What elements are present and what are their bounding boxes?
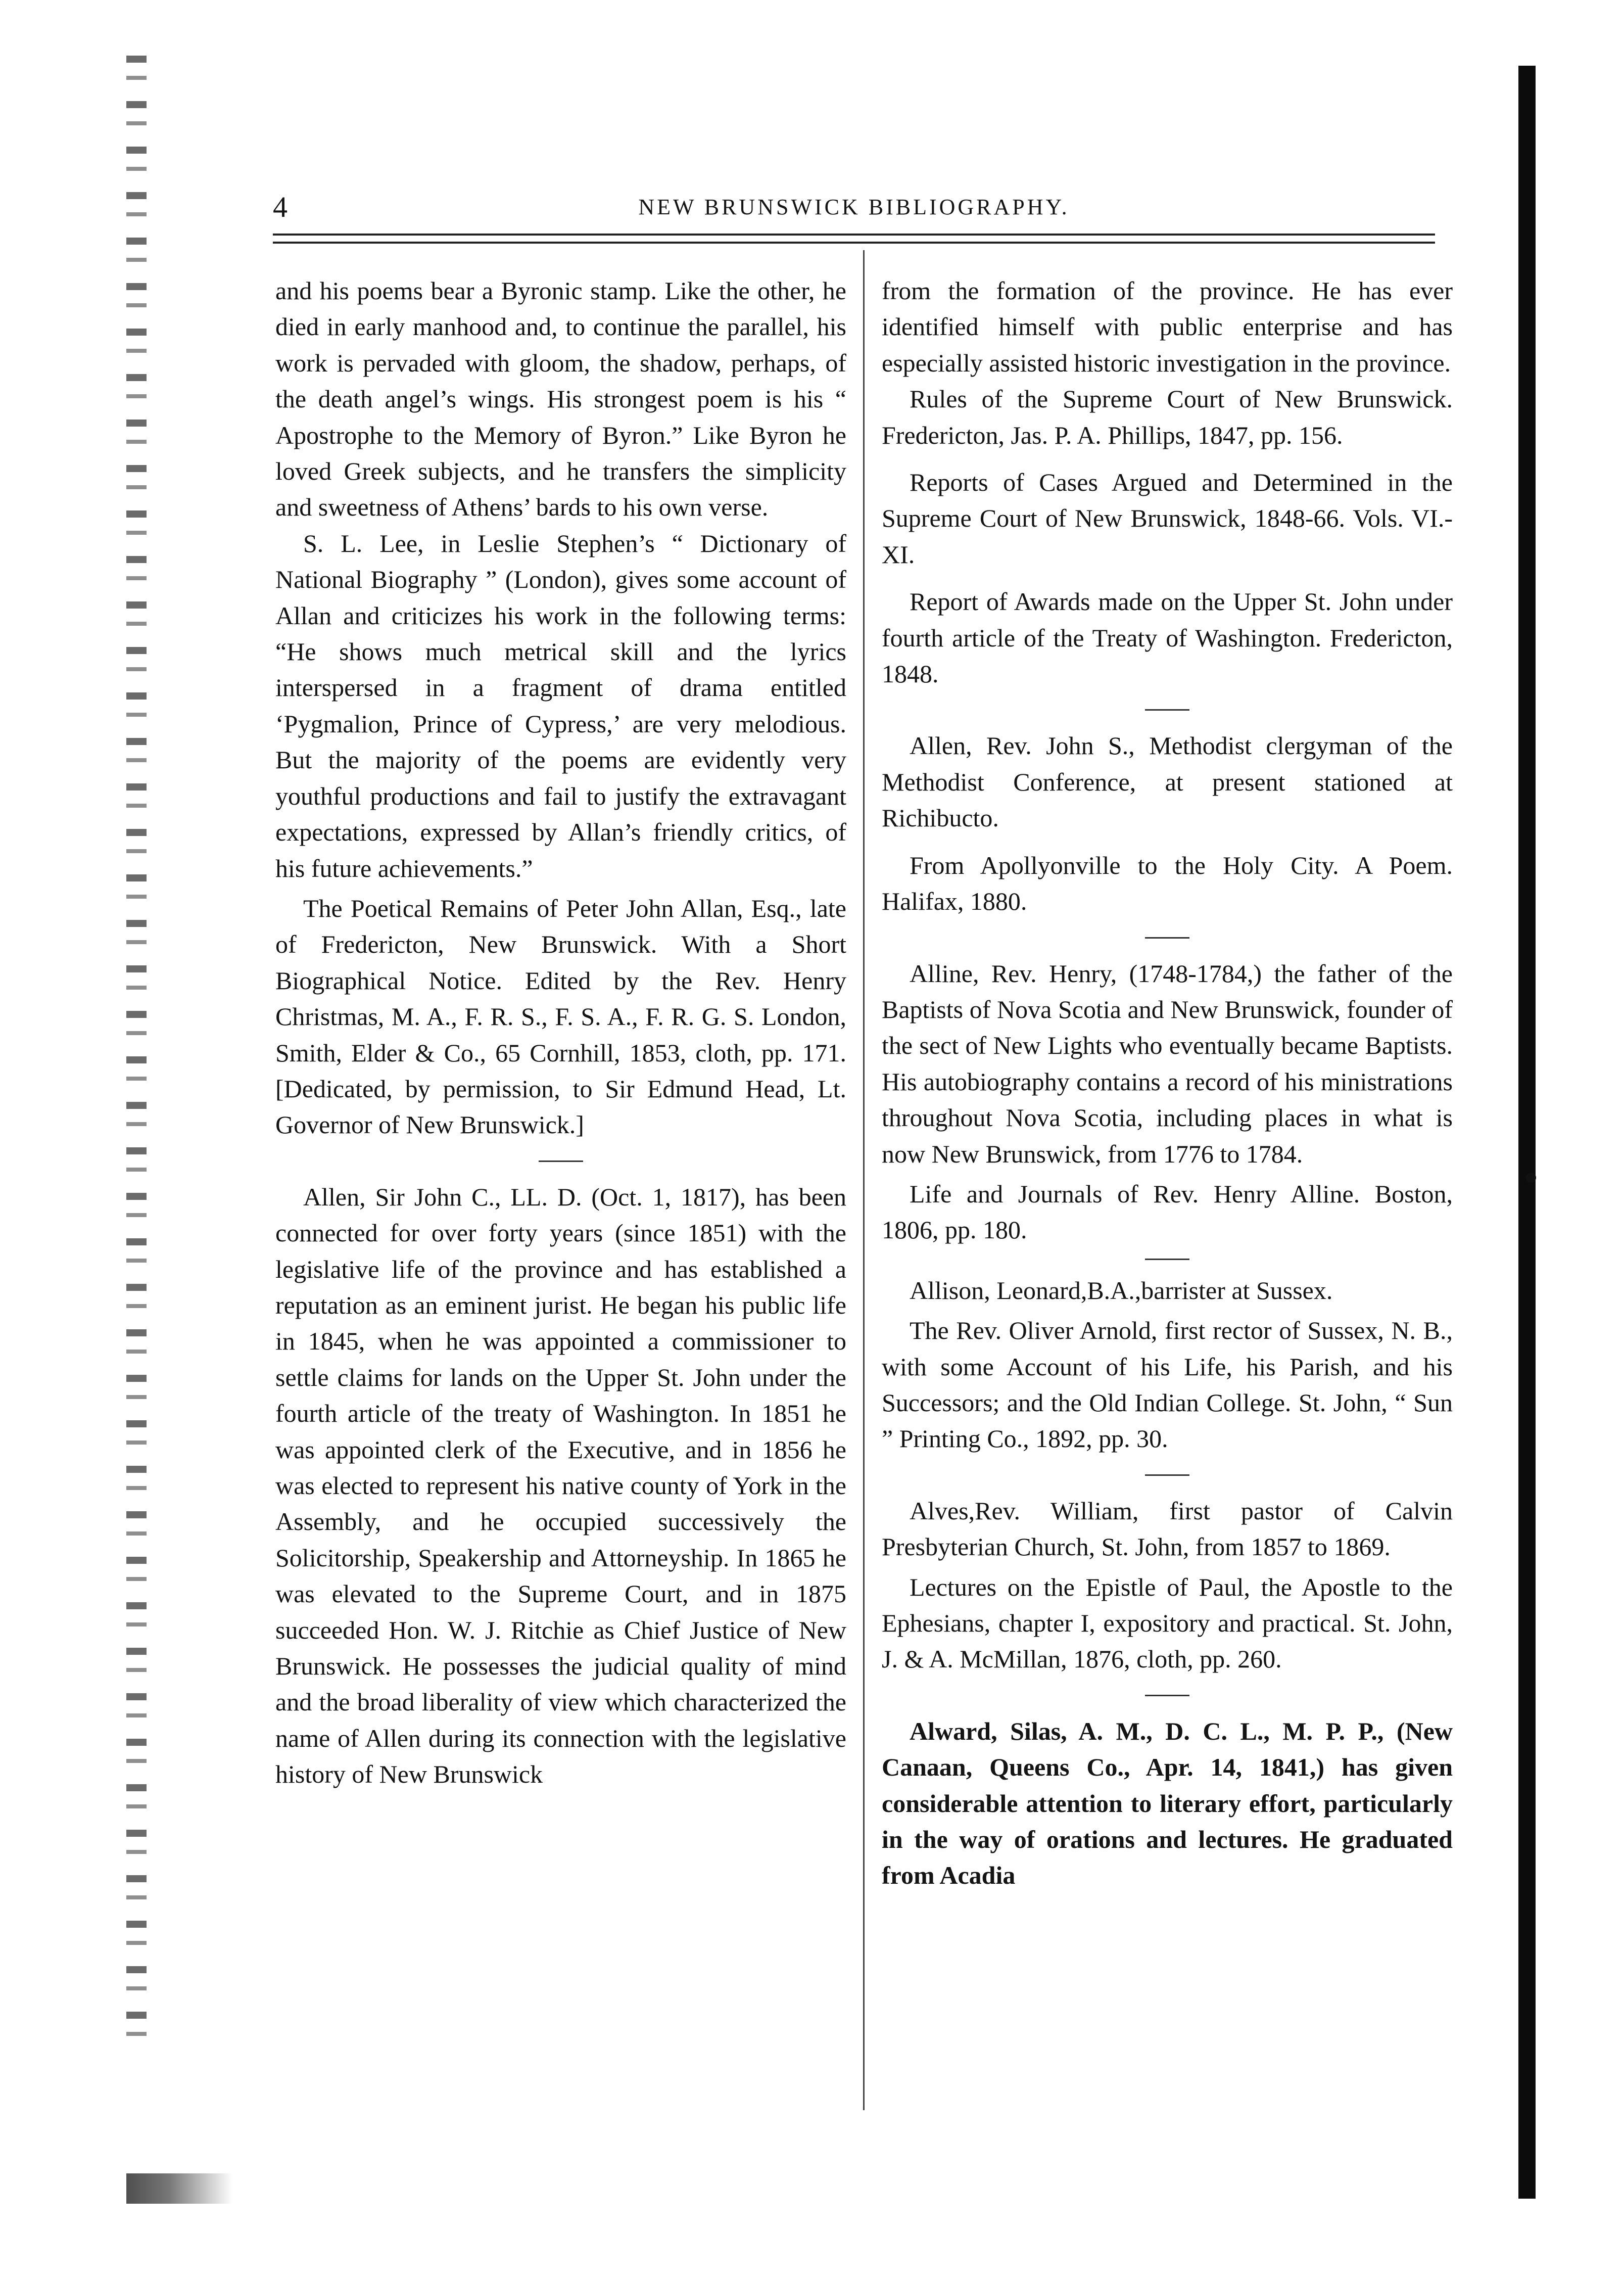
page-number: 4 (273, 191, 288, 223)
entry-alves-william: Alves,Rev. William, first pastor of Calvin Presbyterian Church, St. John, from 1857 to 1869. (882, 1496, 1453, 1561)
paragraph: from the formation of the province. He has ever identified himself with public enterprise and has especially assisted historic investigation in the province. (882, 276, 1453, 377)
scan-dot (1526, 1173, 1536, 1183)
entry-allen-john-c: Allen, Sir John C., LL. D. (Oct. 1, 1817), has been connected for over forty years (since 1851) with the legislative life of the province and has established a reputation as an eminent jurist. He began his public life in 1845, when he was appointed a commissioner to settle claims for lands on the Upper St. John under the fourth article of the treaty of Washington. In 1851 he was appointed clerk of the Executive, and in 1856 he was elected to represent his native county of York in the Assembly, and he occupied successively the Solicitorship, Speakership and Attorneyship. In 1865 he was elevated to the Supreme Court, and in 1875 succeeded Hon. W. J. Ritchie as Chief Justice of New Brunswick. He possesses the judicial quality of mind and the broad liberality of view which characterized the name of Allen during its connection with the legislative history of New Brunswick (275, 1182, 846, 1789)
page-header (273, 190, 1435, 225)
scan-smudge (126, 2173, 232, 2204)
scan-edge-left (126, 56, 147, 2052)
entry-allison-leonard: Allison, Leonard,B.A.,barrister at Sussex. (910, 1276, 1333, 1305)
paragraph: Life and Journals of Rev. Henry Alline. Boston, 1806, pp. 180. (882, 1179, 1453, 1244)
entry-separator (882, 1457, 1453, 1493)
entry-separator (882, 1248, 1453, 1273)
entry-alline-henry: Alline, Rev. Henry, (1748-1784,) the father of the Baptists of Nova Scotia and New Brunswick, founder of the sect of New Lights who eventually became Baptists. His autobiography contains a record of his ministrations throughout Nova Scotia, including places in what is now New Brunswick, from 1776 to 1784. (882, 959, 1453, 1168)
paragraph: Reports of Cases Argued and Determined in the Supreme Court of New Brunswick, 1848-66. Vols. VI.-XI. (882, 468, 1453, 569)
paragraph: Report of Awards made on the Upper St. John under fourth article of the Treaty of Washington. Fredericton, 1848. (882, 587, 1453, 688)
entry-separator (275, 1143, 846, 1179)
entry-separator (882, 692, 1453, 728)
paragraph: S. L. Lee, in Leslie Stephen’s “ Dictionary of National Biography ” (London), gives some account of Allan and criticizes his work in the following terms: “He shows much metrical skill and the lyrics interspersed in a fragment of drama entitled ‘Pygmalion, Prince of Cypress,’ are very melodious. But the majority of the poems are evidently very youthful productions and fail to justify the extravagant expectations, expressed by Allan’s friendly critics, of his future achievements.” (275, 529, 846, 882)
right-column (882, 273, 1453, 1894)
paragraph: and his poems bear a Byronic stamp. Like the other, he died in early manhood and, to continue the parallel, his work is pervaded with gloom, the shadow, perhaps, of the death angel’s wings. His strongest poem is his “ Apostrophe to the Memory of Byron.” Like Byron he loved Greek subjects, and he transfers the simplicity and sweetness of Athens’ bards to his own verse. (275, 276, 846, 522)
paragraph: The Poetical Remains of Peter John Allan, Esq., late of Fredericton, New Brunswick. With a Short Biographical Notice. Edited by the Rev. Henry Christmas, M. A., F. R. S., F. S. A., F. R. G. S. London, Smith, Elder & Co., 65 Cornhill, 1853, cloth, pp. 171. [Dedicated, by permission, to Sir Edmund Head, Lt. Governor of New Brunswick.] (275, 894, 846, 1139)
entry-separator (882, 1678, 1453, 1713)
entry-allen-john-s: Allen, Rev. John S., Methodist clergyman of the Methodist Conference, at present stationed at Richibucto. (882, 731, 1453, 832)
column-separator (863, 250, 865, 2110)
running-head: NEW BRUNSWICK BIBLIOGRAPHY. (638, 195, 1070, 219)
paragraph: Rules of the Supreme Court of New Brunswick. Fredericton, Jas. P. A. Phillips, 1847, pp. 156. (882, 385, 1453, 449)
paragraph: From Apollyonville to the Holy City. A Poem. Halifax, 1880. (882, 851, 1453, 916)
scan-edge-right (1518, 66, 1536, 2199)
header-rule-bottom (273, 242, 1435, 244)
entry-separator (882, 920, 1453, 956)
paragraph: Lectures on the Epistle of Paul, the Apostle to the Ephesians, chapter I, expository and practical. St. John, J. & A. McMillan, 1876, cloth, pp. 260. (882, 1572, 1453, 1674)
entry-alward-silas: Alward, Silas, A. M., D. C. L., M. P. P., (New Canaan, Queens Co., Apr. 14, 1841,) has given considerable attention to literary effort, particularly in the way of orations and lectures. He graduated from Acadia (882, 1716, 1453, 1890)
left-column (275, 273, 846, 1793)
header-rule-top (273, 234, 1435, 236)
paragraph: The Rev. Oliver Arnold, first rector of Sussex, N. B., with some Account of his Life, his Parish, and his Successors; and the Old Indian College. St. John, “ Sun ” Printing Co., 1892, pp. 30. (882, 1316, 1453, 1453)
